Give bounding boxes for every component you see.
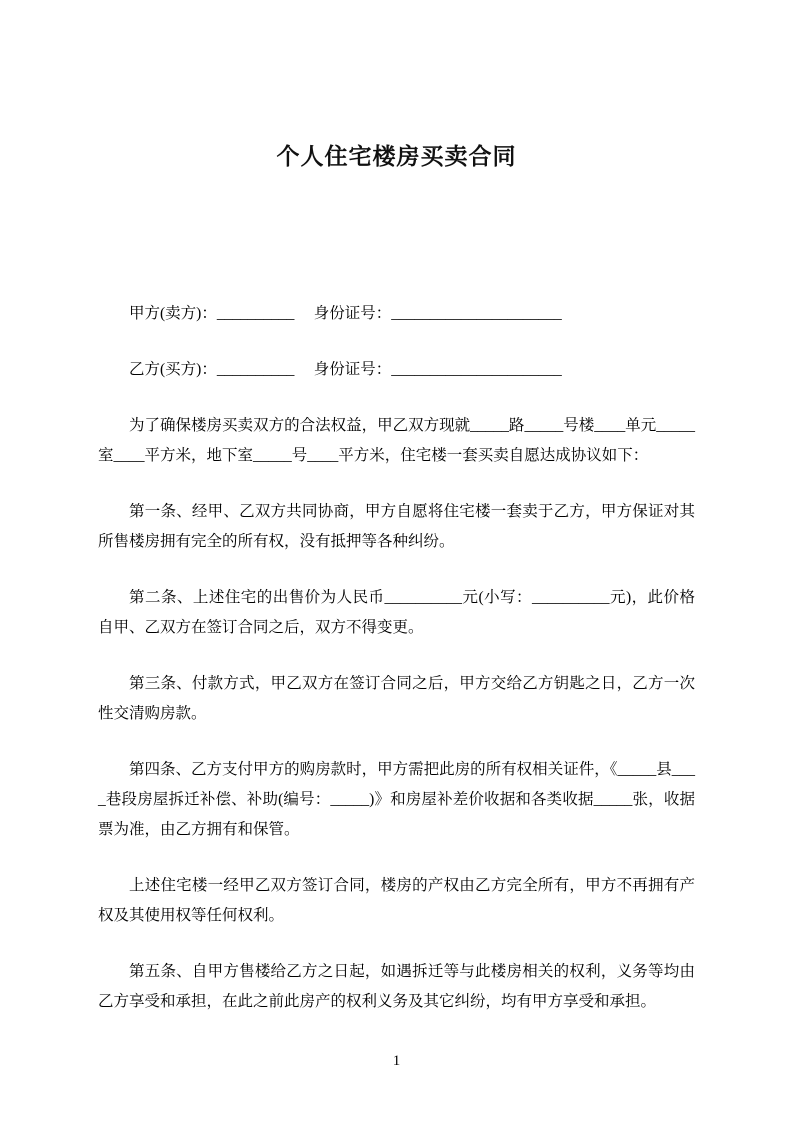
party-b-line: 乙方(买方)：__________ 身份证号：______________________: [129, 361, 562, 378]
page-number: 1: [392, 1053, 401, 1069]
party-a-line: 甲方(卖方)：__________ 身份证号：______________________: [129, 305, 562, 322]
clause-4-paragraph: 第四条、乙方支付甲方的购房款时，甲方需把此房的所有权相关证件，《_____县____巷段房屋拆迁补偿、补助(编号：_____)》和房屋补差价收据和各类收据_____张，收据票为准，由乙方拥有和保管。: [98, 761, 695, 838]
clause-2-paragraph: 第二条、上述住宅的出售价为人民币__________元(小写：__________元)，此价格自甲、乙双方在签订合同之后，双方不得变更。: [98, 589, 695, 636]
clause-5-paragraph: 第五条、自甲方售楼给乙方之日起，如遇拆迁等与此楼房相关的权利，义务等均由乙方享受和承担，在此之前此房产的权利义务及其它纠纷，均有甲方享受和承担。: [98, 963, 695, 1010]
intro-paragraph: 为了确保楼房买卖双方的合法权益，甲乙双方现就_____路_____号楼____单元_____室____平方米，地下室_____号____平方米，住宅楼一套买卖自愿达成协议如下：: [98, 417, 695, 464]
ownership-note-paragraph: 上述住宅楼一经甲乙双方签订合同，楼房的产权由乙方完全所有，甲方不再拥有产权及其使用权等任何权利。: [98, 877, 695, 924]
clause-1-paragraph: 第一条、经甲、乙双方共同协商，甲方自愿将住宅楼一套卖于乙方，甲方保证对其所售楼房拥有完全的所有权，没有抵押等各种纠纷。: [98, 503, 695, 550]
clause-3-paragraph: 第三条、付款方式，甲乙双方在签订合同之后，甲方交给乙方钥匙之日，乙方一次性交清购房款。: [98, 675, 695, 722]
page-title: 个人住宅楼房买卖合同: [276, 144, 517, 169]
